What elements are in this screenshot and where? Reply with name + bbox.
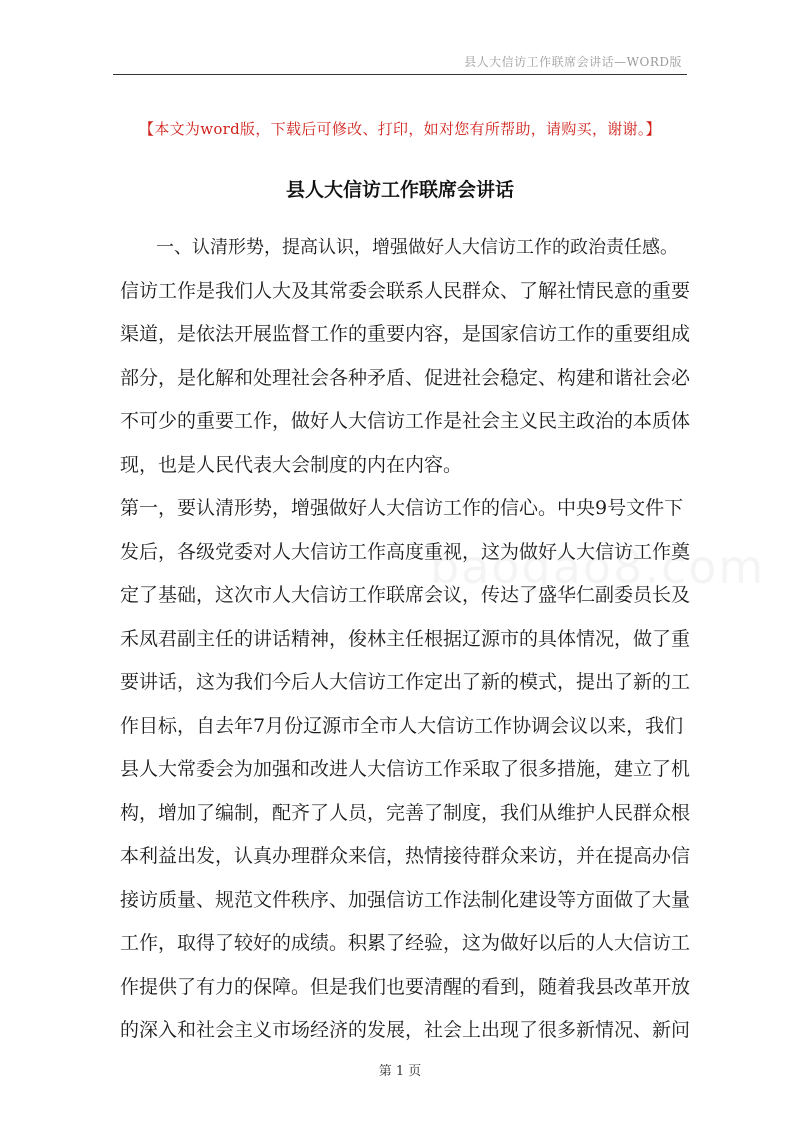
- text-line: 作目标，自去年7月份辽源市全市人大信访工作协调会议以来，我们: [120, 714, 684, 737]
- purchase-notice: 【本文为word版，下载后可修改、打印，如对您有所帮助，请购买，谢谢。】: [139, 120, 661, 138]
- text-line: 定了基础，这次市人大信访工作联席会议，传达了盛华仁副委员长及: [120, 584, 691, 606]
- text-line: 工作，取得了较好的成绩。积累了经验，这为做好以后的人大信访工: [120, 932, 691, 954]
- text-line: 不可少的重要工作，做好人大信访工作是社会主义民主政治的本质体: [120, 410, 691, 432]
- text-line: 渠道，是依法开展监督工作的重要内容，是国家信访工作的重要组成: [120, 323, 691, 345]
- header-divider: [113, 74, 687, 75]
- text-line: 第一，要认清形势，增强做好人大信访工作的信心。中央9号文件下: [120, 497, 684, 519]
- body-text: [120, 226, 690, 1053]
- running-header: 县人大信访工作联席会讲话—WORD版: [464, 55, 682, 69]
- page-number: 第 1 页: [378, 1064, 422, 1079]
- text-line: 部分，是化解和处理社会各种矛盾、促进社会稳定、构建和谐社会必: [120, 366, 691, 389]
- text-line: 信访工作是我们人大及其常委会联系人民群众、了解社情民意的重要: [120, 279, 691, 302]
- text-line: 作提供了有力的保障。但是我们也要清醒的看到，随着我县改革开放: [120, 975, 691, 998]
- text-line: 要讲话，这为我们今后人大信访工作定出了新的模式，提出了新的工: [120, 671, 691, 693]
- document-title: 县人大信访工作联席会讲话: [285, 179, 514, 201]
- text-line: 构，增加了编制，配齐了人员，完善了制度，我们从维护人民群众根: [120, 801, 691, 824]
- text-line: 接访质量、规范文件秩序、加强信访工作法制化建设等方面做了大量: [120, 888, 691, 911]
- text-line: 现，也是人民代表大会制度的内在内容。: [120, 453, 463, 476]
- text-line: 的深入和社会主义市场经济的发展，社会上出现了很多新情况、新问: [120, 1019, 691, 1041]
- text-line: 一、认清形势，提高认识，增强做好人大信访工作的政治责任感。: [120, 237, 678, 258]
- text-line: 县人大常委会为加强和改进人大信访工作采取了很多措施，建立了机: [120, 758, 691, 780]
- text-line: 禾凤君副主任的讲话精神，俊林主任根据辽源市的具体情况，做了重: [120, 627, 691, 650]
- text-line: 本利益出发，认真办理群众来信，热情接待群众来访，并在提高办信: [120, 845, 691, 867]
- text-line: 发后，各级党委对人大信访工作高度重视，这为做好人大信访工作奠: [120, 540, 691, 563]
